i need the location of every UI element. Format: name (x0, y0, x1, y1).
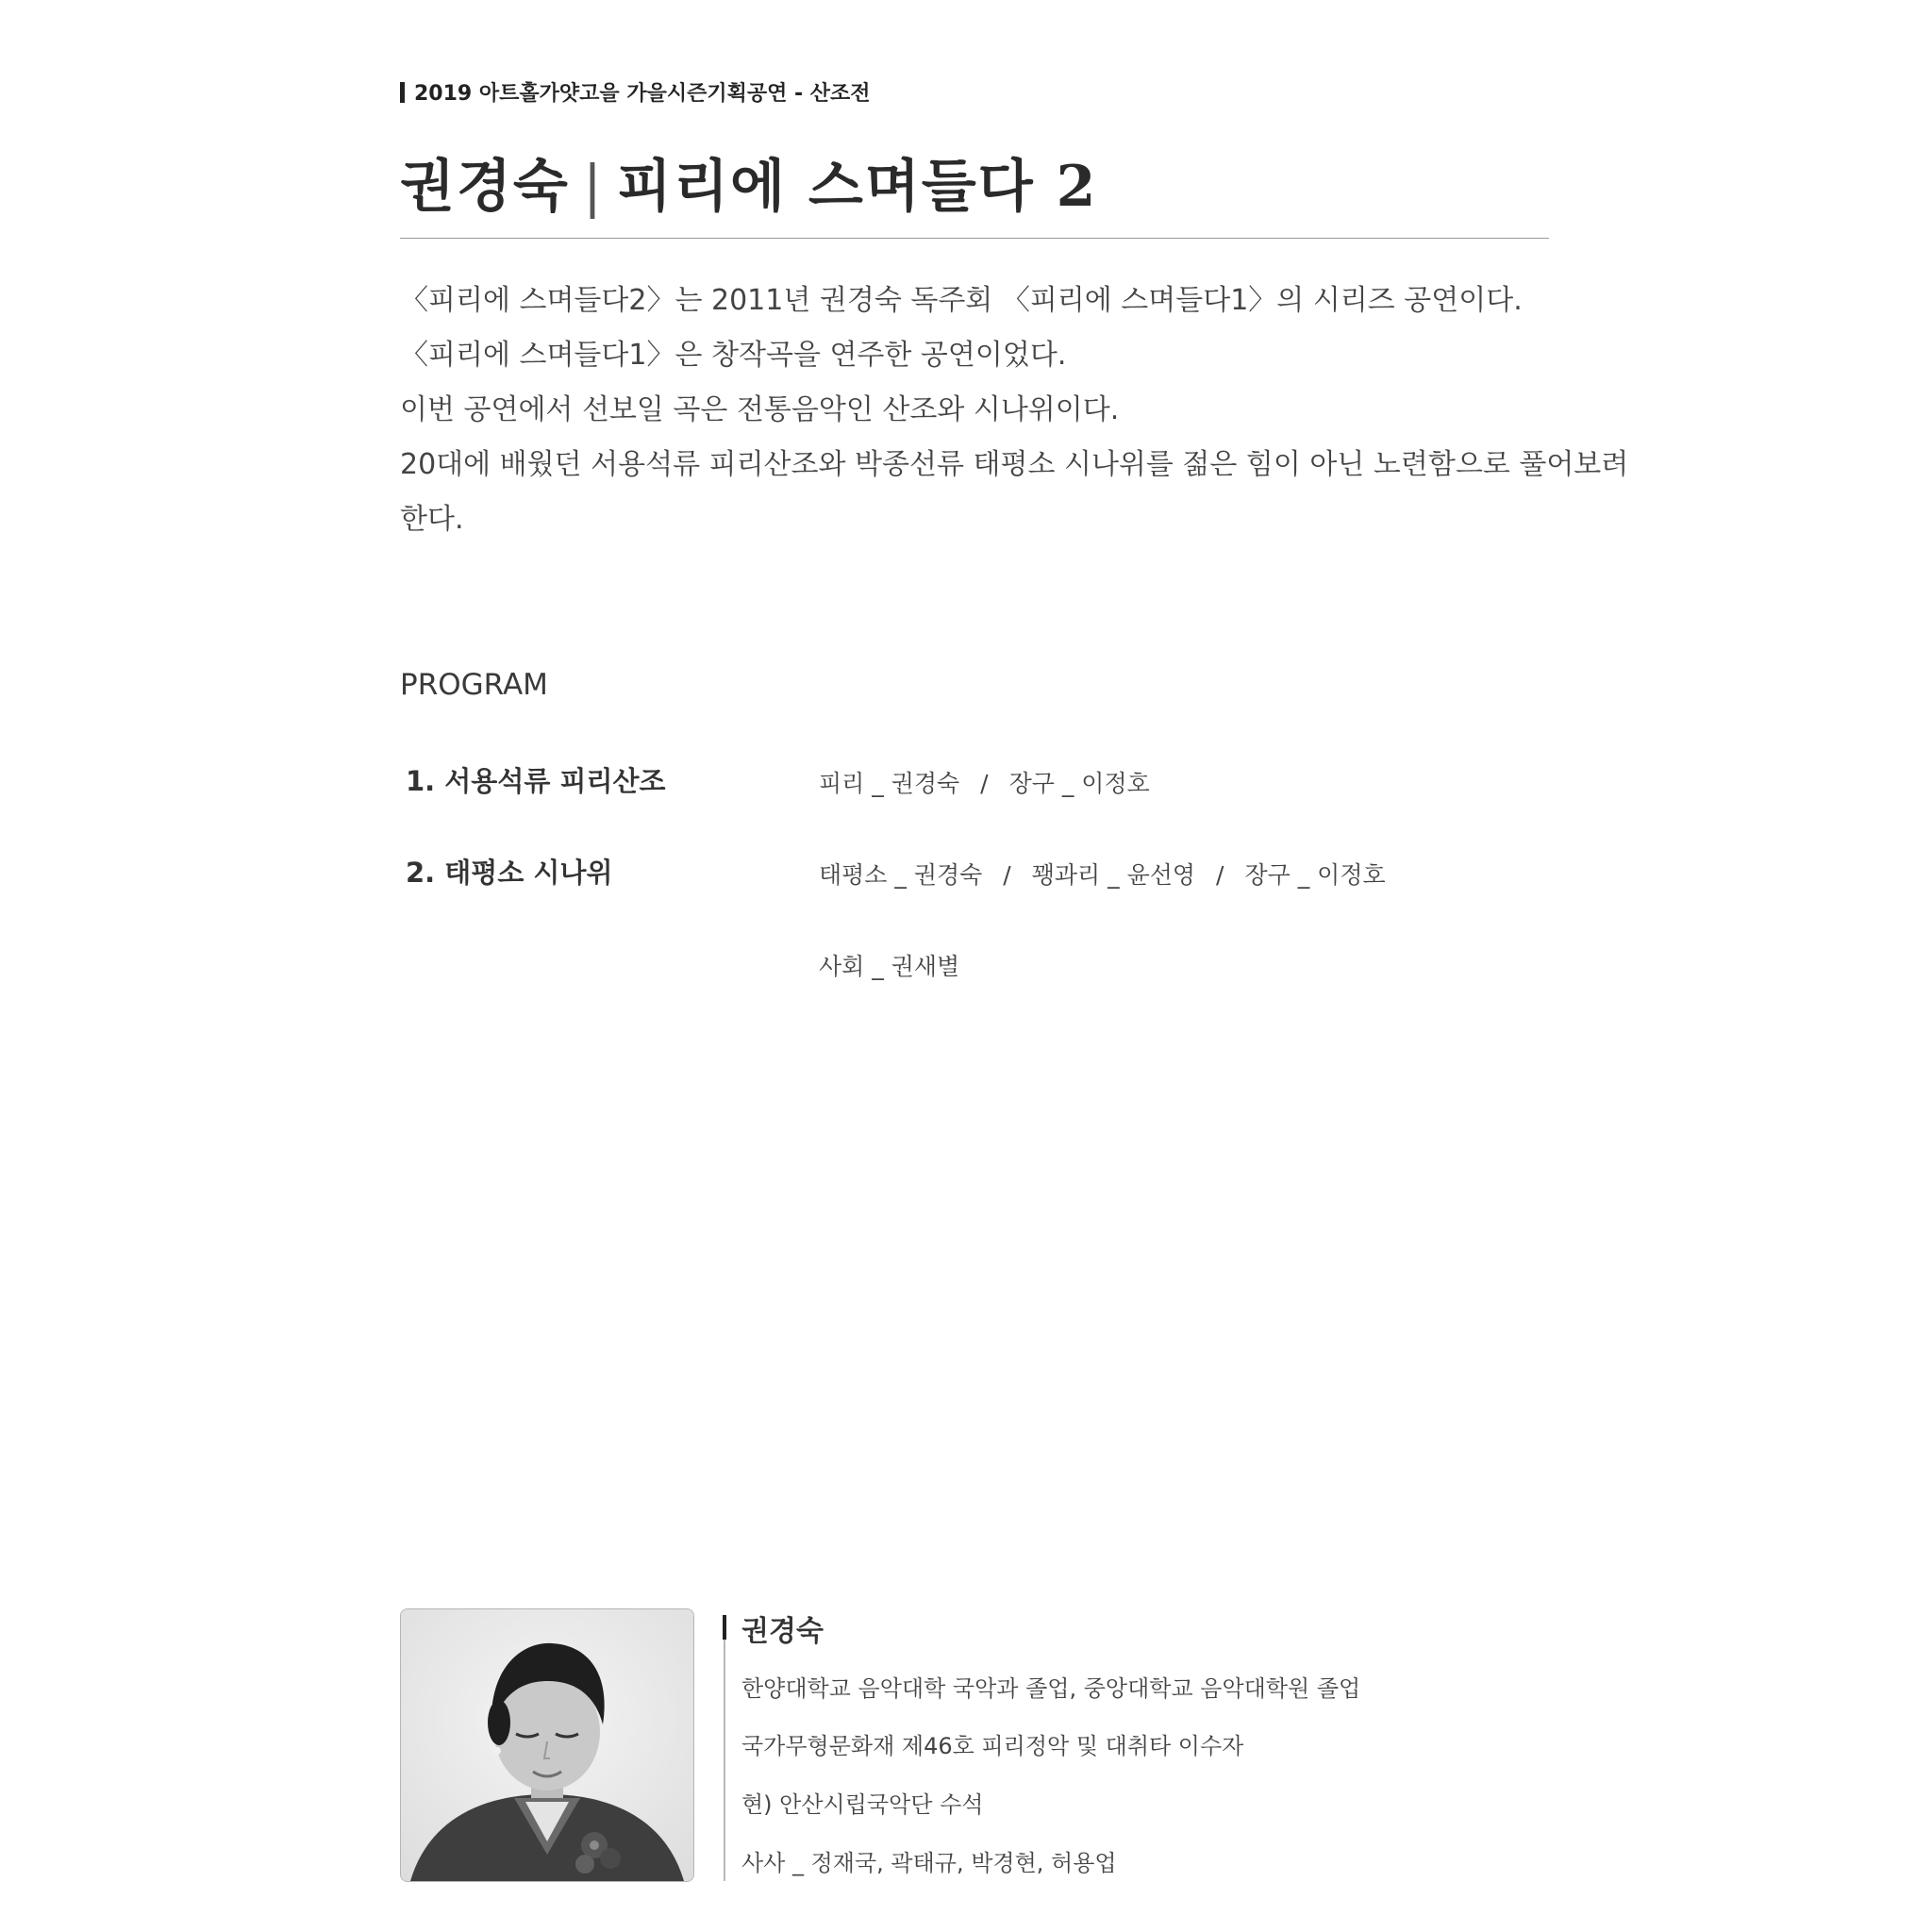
program-heading: PROGRAM (400, 668, 548, 702)
performer: 장구 _ 이정호 (1008, 770, 1150, 797)
series-text: 2019 아트홀가얏고을 가을시즌기획공연 - 산조전 (414, 82, 871, 106)
intro-text (400, 274, 1629, 547)
profile-item: 사사 _ 정재국, 곽태규, 박경현, 허용업 (741, 1850, 1117, 1876)
performer: 태평소 _ 권경숙 (819, 861, 983, 889)
performer: 피리 _ 권경숙 (819, 770, 960, 797)
program-host: 사회 _ 권새별 (819, 953, 960, 980)
title-separator: | (582, 154, 605, 220)
profile-item: 한양대학교 음악대학 국악과 졸업, 중앙대학교 음악대학원 졸업 (741, 1675, 1361, 1702)
performer-photo (400, 1608, 694, 1882)
performer-separator: / (1003, 861, 1011, 889)
intro-line: 한다. (400, 503, 464, 536)
portrait-image (401, 1609, 693, 1881)
title-subtitle: 피리에 스며들다 2 (617, 154, 1098, 220)
profile-name: 권경숙 (741, 1615, 824, 1648)
program-item-title: 2. 태평소 시나위 (406, 857, 613, 889)
profile-marker (723, 1615, 726, 1640)
series-label (400, 77, 871, 107)
profile-divider (724, 1615, 725, 1881)
performer-separator: / (980, 770, 989, 797)
title-divider (400, 238, 1549, 239)
series-marker (400, 82, 405, 103)
program-item-performers (819, 857, 1386, 891)
performer: 꽹과리 _ 윤선영 (1031, 861, 1196, 889)
intro-line: 〈피리에 스며들다2〉는 2011년 권경숙 독주회 〈피리에 스며들다1〉의 시리즈 공연이다. (400, 284, 1523, 317)
intro-line: 이번 공연에서 선보일 곡은 전통음악인 산조와 시나위이다. (400, 393, 1120, 426)
profile-item: 현) 안산시립국악단 수석 (741, 1791, 984, 1818)
profile-item: 국가무형문화재 제46호 피리정악 및 대취타 이수자 (741, 1733, 1244, 1759)
page-title (400, 142, 1097, 223)
program-item-performers (819, 765, 1150, 799)
performer-separator: / (1216, 861, 1224, 889)
program-item-title: 1. 서용석류 피리산조 (406, 765, 666, 797)
intro-line: 〈피리에 스며들다1〉은 창작곡을 연주한 공연이었다. (400, 339, 1067, 372)
performer: 장구 _ 이정호 (1244, 861, 1386, 889)
intro-line: 20대에 배웠던 서용석류 피리산조와 박종선류 태평소 시나위를 젊은 힘이 아닌 노련함으로 풀어보려 (400, 448, 1629, 481)
title-name: 권경숙 (400, 154, 570, 220)
